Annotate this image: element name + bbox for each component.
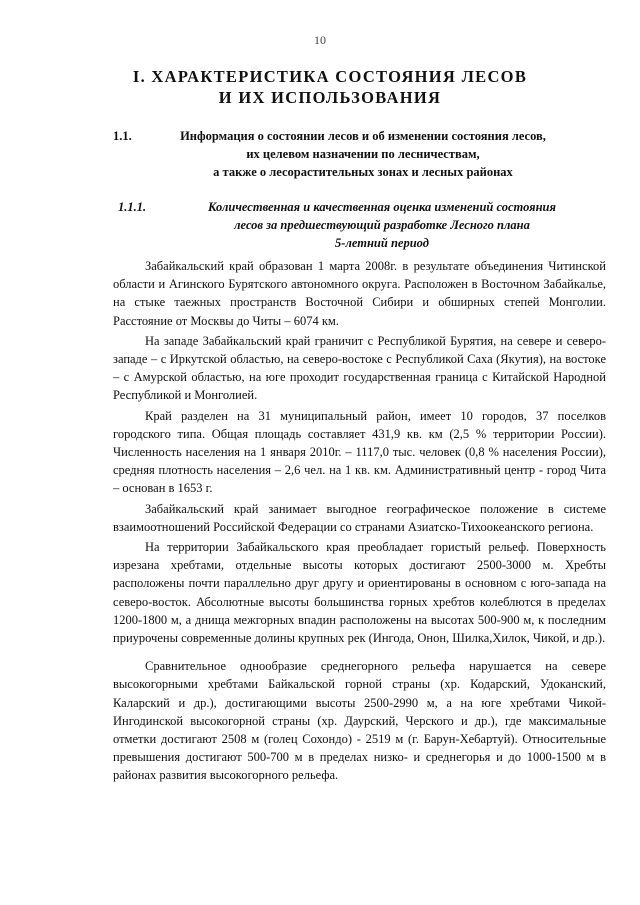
body-text bbox=[113, 257, 606, 787]
section-heading bbox=[113, 127, 613, 181]
section-title-line-1: Информация о состоянии лесов и об изменении состояния лесов, bbox=[180, 129, 546, 143]
subsection-title-line-1: Количественная и качественная оценка изменений состояния bbox=[208, 200, 556, 214]
section-title-line-3: а также о лесорастительных зонах и лесных районах bbox=[213, 165, 513, 179]
chapter-title-line-1: I. ХАРАКТЕРИСТИКА СОСТОЯНИЯ ЛЕСОВ bbox=[132, 67, 528, 86]
section-title bbox=[133, 127, 593, 181]
chapter-title bbox=[100, 66, 560, 108]
paragraph-formation: Забайкальский край образован 1 марта 2008г. в результате объединения Читинской области и Агинского Бурятского автономного округа. Расположен в Восточном Забайкалье, на стыке таежных пространств Восточной Сибири и обширных степей Монголии. Расстояние от Москвы до Читы – 6074 км. bbox=[113, 259, 606, 328]
subsection-number: 1.1.1. bbox=[118, 200, 147, 214]
subsection-title-line-3: 5-летний период bbox=[335, 236, 429, 250]
section-number: 1.1. bbox=[113, 129, 132, 143]
paragraph-highlands: Сравнительное однообразие среднегорного рельефа нарушается на севере высокогорными хребтами Байкальской горной страны (хр. Кодарский, Удоканский, Каларский и др.), достигающими высоты 2500-2990 м, а на юге хребтами Чикой-Ингодинской высокогорной страны (хр. Даурский, Черского и др.), где максимальные отметки достигают 2508 м (голец Сохондо) - 2519 м (г. Барун-Хебартуй). Относительные превышения достигают 500-700 м в пределах низко- и среднегорья и до 1000-1500 м в районах развития высокогорного рельефа. bbox=[113, 659, 606, 783]
paragraph-geography: Забайкальский край занимает выгодное географическое положение в системе взаимоотношений Российской Федерации со странами Азиатско-Тихоокеанского региона. bbox=[113, 501, 606, 534]
section-title-line-2: их целевом назначении по лесничествам, bbox=[246, 147, 480, 161]
subsection-title bbox=[162, 198, 602, 252]
paragraph-relief: На территории Забайкальского края преобладает гористый рельеф. Поверхность изрезана хребтами, отдельные высоты которых достигают 2500-3000 м. Хребты расположены почти параллельно друг другу и ориентированы в основном с юго-запада на северо-восток. Абсолютные высоты большинства горных хребтов колеблются в пределах 1200-1800 м, а днища межгорных впадин расположены на высотах 500-900 м, к последним приурочены современные долины крупных рек (Ингода, Онон, Шилка,Хилок, Чикой, и др.). bbox=[113, 540, 606, 646]
subsection-title-line-2: лесов за предшествующий разработке Лесного плана bbox=[234, 218, 530, 232]
page-number: 10 bbox=[314, 33, 326, 47]
paragraph-administration: Край разделен на 31 муниципальный район, имеет 10 городов, 37 поселков городского типа. Общая площадь составляет 431,9 кв. км (2,5 % территории России). Численность населения на 1 января 2010г. – 1117,0 тыс. человек (0,8 % населения России), средняя плотность населения – 2,6 чел. на 1 кв. км. Административный центр - город Чита – основан в 1653 г. bbox=[113, 408, 606, 496]
chapter-title-line-2: И ИХ ИСПОЛЬЗОВАНИЯ bbox=[218, 88, 442, 107]
subsection-heading bbox=[118, 198, 608, 252]
paragraph-borders: На западе Забайкальский край граничит с Республикой Бурятия, на севере и северо-западе – с Иркутской областью, на северо-востоке с Республикой Саха (Якутия), на востоке – с Амурской областью, на юге проходит государственная граница с Китайской Народной Республикой и Монголией. bbox=[113, 333, 606, 403]
